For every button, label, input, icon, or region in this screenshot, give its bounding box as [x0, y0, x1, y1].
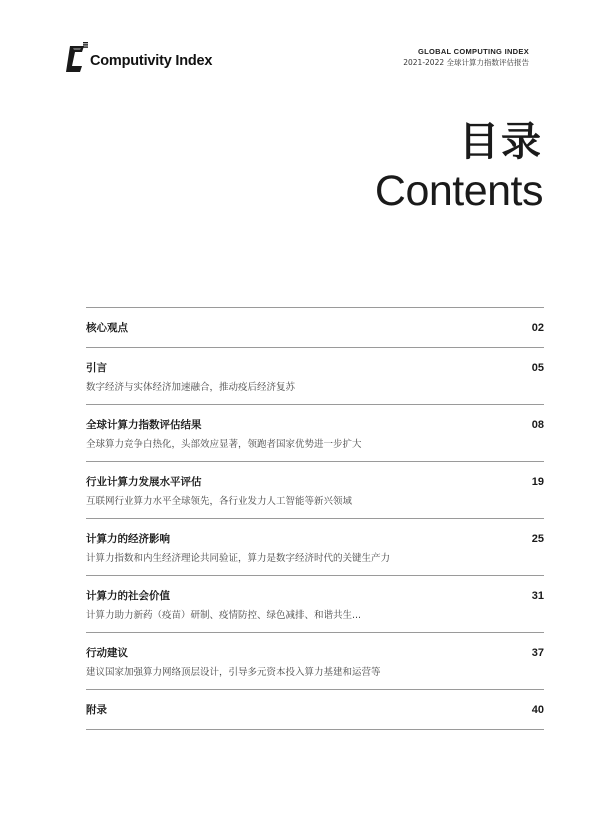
toc-item-title: 引言 — [86, 362, 107, 374]
toc-item-appendix[interactable] — [86, 690, 544, 730]
computivity-logo-icon — [64, 40, 88, 74]
toc-item-page: 05 — [531, 362, 544, 374]
toc-item-recommendations[interactable] — [86, 633, 544, 690]
toc-item-subtitle: 建议国家加强算力网络顶层设计，引导多元资本投入算力基建和运营等 — [86, 667, 381, 678]
toc-item-title: 附录 — [86, 704, 107, 716]
logo-text: Computivity Index — [90, 53, 213, 69]
toc-item-page: 25 — [531, 533, 544, 545]
toc-item-subtitle: 数字经济与实体经济加速融合，推动疫后经济复苏 — [86, 382, 296, 393]
toc-item-economic-impact[interactable] — [86, 519, 544, 576]
toc-item-title: 核心观点 — [86, 322, 128, 334]
logo — [64, 40, 212, 74]
toc-item-subtitle: 全球算力竞争白热化，头部效应显著，领跑者国家优势进一步扩大 — [86, 439, 362, 450]
table-of-contents — [86, 307, 544, 730]
report-name-en: GLOBAL COMPUTING INDEX — [417, 47, 529, 56]
toc-item-page: 40 — [531, 704, 544, 716]
toc-item-title: 计算力的经济影响 — [86, 533, 170, 545]
report-header — [403, 47, 529, 68]
toc-item-industry-evaluation[interactable] — [86, 462, 544, 519]
report-name-cn: 2021-2022 全球计算力指数评估报告 — [403, 58, 529, 67]
toc-item-subtitle: 计算力指数和内生经济理论共同验证，算力是数字经济时代的关键生产力 — [86, 553, 391, 564]
toc-item-title: 行动建议 — [86, 647, 128, 659]
toc-item-page: 37 — [531, 647, 544, 659]
toc-item-social-value[interactable] — [86, 576, 544, 633]
toc-item-introduction[interactable] — [86, 348, 544, 405]
toc-item-subtitle: 计算力助力新药（疫苗）研制、疫情防控、绿色减排、和谐共生... — [86, 610, 362, 621]
toc-item-page: 08 — [531, 419, 544, 431]
toc-item-index-results[interactable] — [86, 405, 544, 462]
toc-item-title: 计算力的社会价值 — [86, 590, 170, 602]
page-title-en: Contents — [374, 167, 543, 215]
toc-item-key-points[interactable] — [86, 308, 544, 348]
toc-item-title: 行业计算力发展水平评估 — [86, 476, 202, 488]
toc-item-subtitle: 互联网行业算力水平全球领先，各行业发力人工智能等新兴领域 — [86, 496, 353, 507]
page-title-cn: 目录 — [459, 119, 543, 165]
toc-item-page: 31 — [531, 590, 544, 602]
toc-item-page: 02 — [531, 322, 544, 334]
toc-item-page: 19 — [531, 476, 544, 488]
toc-item-title: 全球计算力指数评估结果 — [86, 419, 202, 431]
